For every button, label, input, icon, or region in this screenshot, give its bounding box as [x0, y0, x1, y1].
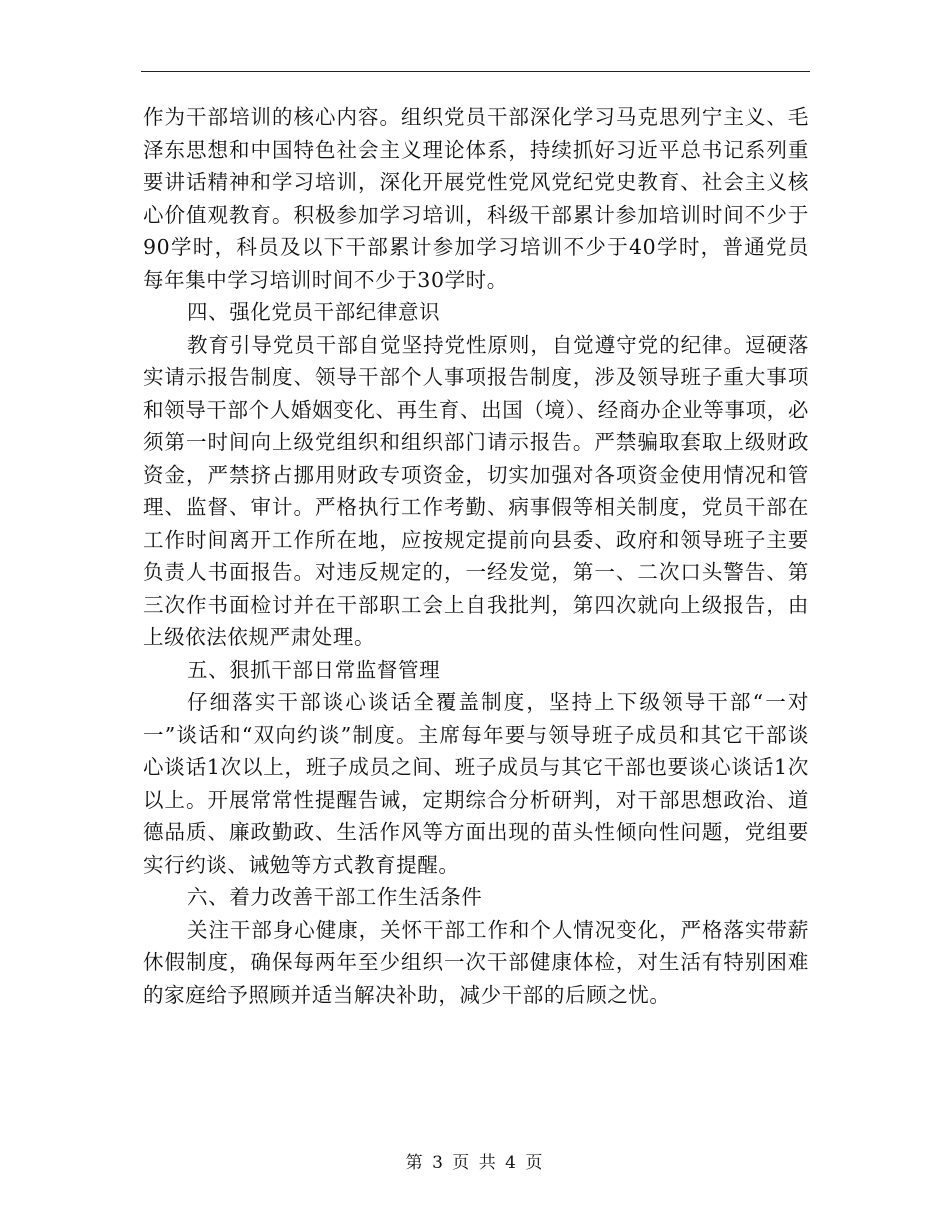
- header-rule: [141, 71, 810, 72]
- document-body: [143, 101, 809, 1011]
- section-heading-discipline: 四、强化党员干部纪律意识: [187, 300, 441, 324]
- page-number-footer: 第 3 页 共 4 页: [405, 1153, 545, 1173]
- section-heading-supervision: 五、狠抓干部日常监督管理: [187, 657, 441, 682]
- paragraph-living-conditions: 关注干部身心健康，关怀干部工作和个人情况变化，严格落实带薪休假制度，确保每两年至少组织一次干部健康体检，对生活有特别困难的家庭给予照顾并适当解决补助，减少干部的后顾之忧。: [143, 917, 809, 1007]
- paragraph-supervision: 仔细落实干部谈心谈话全覆盖制度，坚持上下级领导干部“一对一”谈话和“双向约谈”制度。主席每年要与领导班子成员和其它干部谈心谈话1次以上，班子成员之间、班子成员与其它干部也要谈心谈话1次以上。开展常常性提醒告诫，定期综合分析研判，对干部思想政治、道德品质、廉政勤政、生活作风等方面出现的苗头性倾向性问题，党组要实行约谈、诫勉等方式教育提醒。: [143, 690, 809, 877]
- paragraph-training-content: 作为干部培训的核心内容。组织党员干部深化学习马克思列宁主义、毛泽东思想和中国特色社会主义理论体系，持续抓好习近平总书记系列重要讲话精神和学习培训，深化开展党性党风党纪党史教育、社会主义核心价值观教育。积极参加学习培训，科级干部累计参加培训时间不少于90学时，科员及以下干部累计参加学习培训不少于40学时，普通党员每年集中学习培训时间不少于30学时。: [143, 105, 809, 292]
- paragraph-discipline: 教育引导党员干部自觉坚持党性原则，自觉遵守党的纪律。逗硬落实请示报告制度、领导干部个人事项报告制度，涉及领导班子重大事项和领导干部个人婚姻变化、再生育、出国（境）、经商办企业等事项，必须第一时间向上级党组织和组织部门请示报告。严禁骗取套取上级财政资金，严禁挤占挪用财政专项资金，切实加强对各项资金使用情况和管理、监督、审计。严格执行工作考勤、病事假等相关制度，党员干部在工作时间离开工作所在地，应按规定提前向县委、政府和领导班子主要负责人书面报告。对违反规定的，一经发觉，第一、二次口头警告、第三次作书面检讨并在干部职工会上自我批判，第四次就向上级报告，由上级依法依规严肃处理。: [143, 332, 809, 649]
- section-heading-living-conditions: 六、着力改善干部工作生活条件: [187, 885, 483, 909]
